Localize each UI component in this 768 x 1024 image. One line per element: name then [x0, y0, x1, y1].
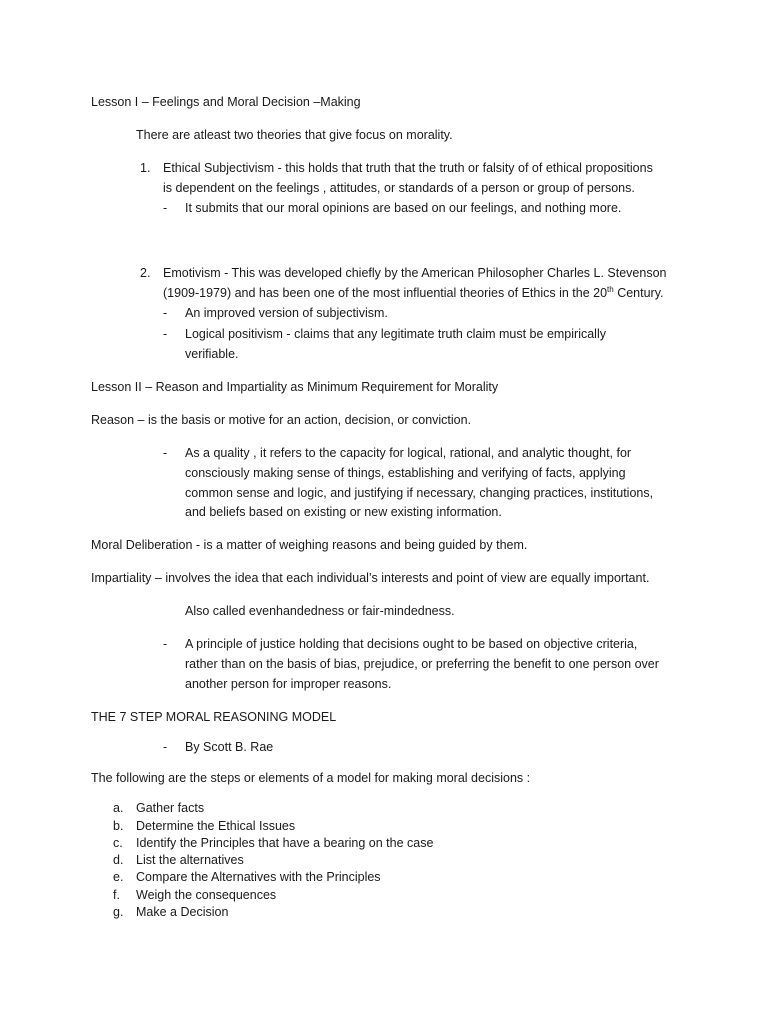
step-text: Gather facts	[136, 801, 205, 815]
reason-bullet-line: consciously making sense of things, establishing and verifying of facts, applying	[185, 466, 626, 480]
item1-line1: Ethical Subjectivism - this holds that truth that the truth or falsity of of ethical propositions	[163, 161, 653, 175]
impartiality-definition: Impartiality – involves the idea that each individual’s interests and point of view are equally important.	[91, 571, 650, 585]
item2-bullet1: An improved version of subjectivism.	[185, 306, 388, 320]
impartiality-bullet-line: A principle of justice holding that decisions ought to be based on objective criteria,	[185, 637, 638, 651]
step-text: Compare the Alternatives with the Principles	[136, 870, 381, 884]
step-letter: f.	[113, 888, 120, 902]
step-text: List the alternatives	[136, 853, 244, 867]
reason-bullet-line: As a quality , it refers to the capacity for logical, rational, and analytic thought, for	[185, 446, 632, 460]
reason-definition: Reason – is the basis or motive for an action, decision, or conviction.	[91, 413, 472, 427]
step-letter: b.	[113, 819, 124, 833]
step-letter: d.	[113, 853, 124, 867]
item2-bullet2-line1: Logical positivism - claims that any legitimate truth claim must be empirically	[185, 327, 606, 341]
lesson1-intro: There are atleast two theories that give focus on morality.	[136, 128, 453, 142]
item2-line2-end: Century.	[613, 286, 664, 300]
step-letter: a.	[113, 801, 124, 815]
bullet-dash: -	[163, 740, 168, 754]
step-letter: g.	[113, 905, 124, 919]
model-title: THE 7 STEP MORAL REASONING MODEL	[91, 710, 337, 724]
step-letter: e.	[113, 870, 124, 884]
bullet-dash: -	[163, 637, 168, 651]
item1-bullet: It submits that our moral opinions are based on our feelings, and nothing more.	[185, 201, 622, 215]
bullet-dash: -	[163, 446, 168, 460]
lesson2-title: Lesson II – Reason and Impartiality as Minimum Requirement for Morality	[91, 380, 499, 394]
item2-bullet2-line2: verifiable.	[185, 347, 239, 361]
superscript: th	[607, 284, 614, 294]
item2-line1: Emotivism - This was developed chiefly by the American Philosopher Charles L. Stevenson	[163, 266, 667, 280]
step-text: Weigh the consequences	[136, 888, 277, 902]
impartiality-bullet-line: rather than on the basis of bias, prejudice, or preferring the benefit to one person over	[185, 657, 659, 671]
step-text: Determine the Ethical Issues	[136, 819, 296, 833]
reason-bullet-line: common sense and logic, and justifying if necessary, changing practices, institutions,	[185, 486, 654, 500]
bullet-dash: -	[163, 201, 168, 215]
item2-line2-text: (1909-1979) and has been one of the most influential theories of Ethics in the 20	[163, 286, 608, 300]
impartiality-bullet-line: another person for improper reasons.	[185, 677, 392, 691]
lesson1-title: Lesson I – Feelings and Moral Decision –Making	[91, 95, 361, 109]
bullet-dash: -	[163, 306, 168, 320]
item1-number: 1.	[140, 161, 151, 175]
step-text: Make a Decision	[136, 905, 229, 919]
reason-bullet-line: and beliefs based on existing or new existing information.	[185, 505, 502, 519]
step-letter: c.	[113, 836, 123, 850]
bullet-dash: -	[163, 327, 168, 341]
item2-number: 2.	[140, 266, 151, 280]
step-text: Identify the Principles that have a bearing on the case	[136, 836, 434, 850]
also-called: Also called evenhandedness or fair-mindedness.	[185, 604, 455, 618]
item1-line2: is dependent on the feelings , attitudes, or standards of a person or group of persons.	[163, 181, 635, 195]
item2-line2	[163, 283, 664, 303]
model-intro: The following are the steps or elements of a model for making moral decisions :	[91, 771, 531, 785]
moral-deliberation: Moral Deliberation - is a matter of weighing reasons and being guided by them.	[91, 538, 528, 552]
model-author: By Scott B. Rae	[185, 740, 274, 754]
